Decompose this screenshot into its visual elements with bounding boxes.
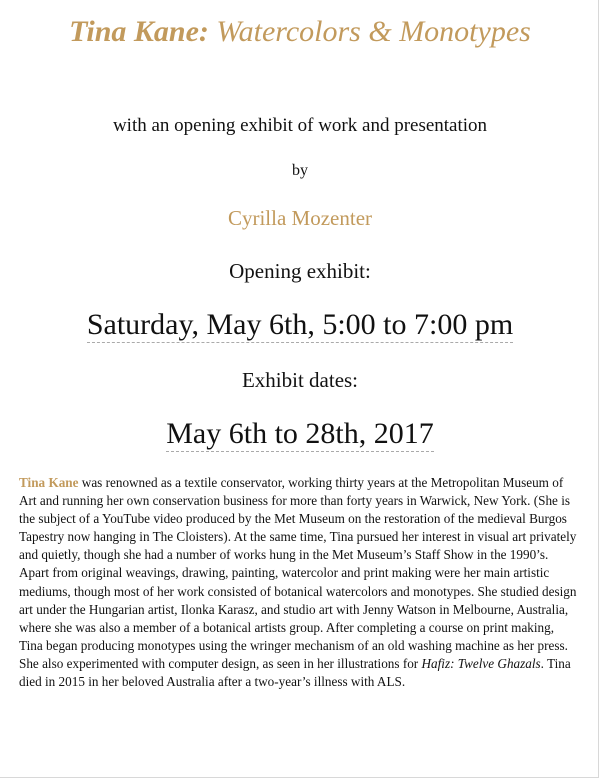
bio-text-part-1: was renowned as a textile conservator, working thirty years at the Metropolitan Museum of Art and running her own conservation business for more than forty years in Warwick, New York. (She is the subject of a YouTube video produced by the Met Museum on the restoration of the medieval Burgos Tapestry now hanging in The Cloisters). At the same time, Tina pursued her interest in visual art privately and quietly, though she had a number of works hung in the Met Museum’s Staff Show in the 1990’s. Apart from original weavings, drawing, painting, watercolor and print making were her main artistic mediums, though most of her work consisted of botanical watercolors and monotypes. She studied design art under the Hungarian artist, Ilonka Karasz, and studio art with Jenny Watson in Melbourne, Australia, where she was also a member of a botanical artists group. After completing a course on print making, Tina began producing monotypes using the wringer mechanism of an old washing machine as her press. She also experimented with computer design, as seen in her illustrations for xyxy=(19,475,577,671)
exhibit-dates-line xyxy=(0,417,600,451)
by-label: by xyxy=(292,162,308,179)
title-artist-name: Tina Kane: xyxy=(69,15,209,48)
bio-text-part-2: . Tina died in 2015 in her beloved Australia after a two-year’s illness with ALS. xyxy=(19,655,571,690)
subtitle: with an opening exhibit of work and presentation xyxy=(112,115,488,136)
opening-date-line xyxy=(0,308,600,342)
exhibit-dates-label: Exhibit dates: xyxy=(241,368,359,392)
bio-book-title: Hafiz: Twelve Ghazals xyxy=(421,655,541,671)
opening-date: Saturday, May 6th, 5:00 to 7:00 pm xyxy=(86,308,514,341)
bio-artist-name: Tina Kane xyxy=(19,475,79,490)
title-exhibit-name: Watercolors & Monotypes xyxy=(208,15,531,48)
presenter-name: Cyrilla Mozenter xyxy=(227,206,373,230)
bio-paragraph xyxy=(19,474,579,691)
exhibit-dates: May 6th to 28th, 2017 xyxy=(166,417,434,450)
page-title xyxy=(0,13,600,51)
opening-exhibit-label: Opening exhibit: xyxy=(229,259,371,283)
